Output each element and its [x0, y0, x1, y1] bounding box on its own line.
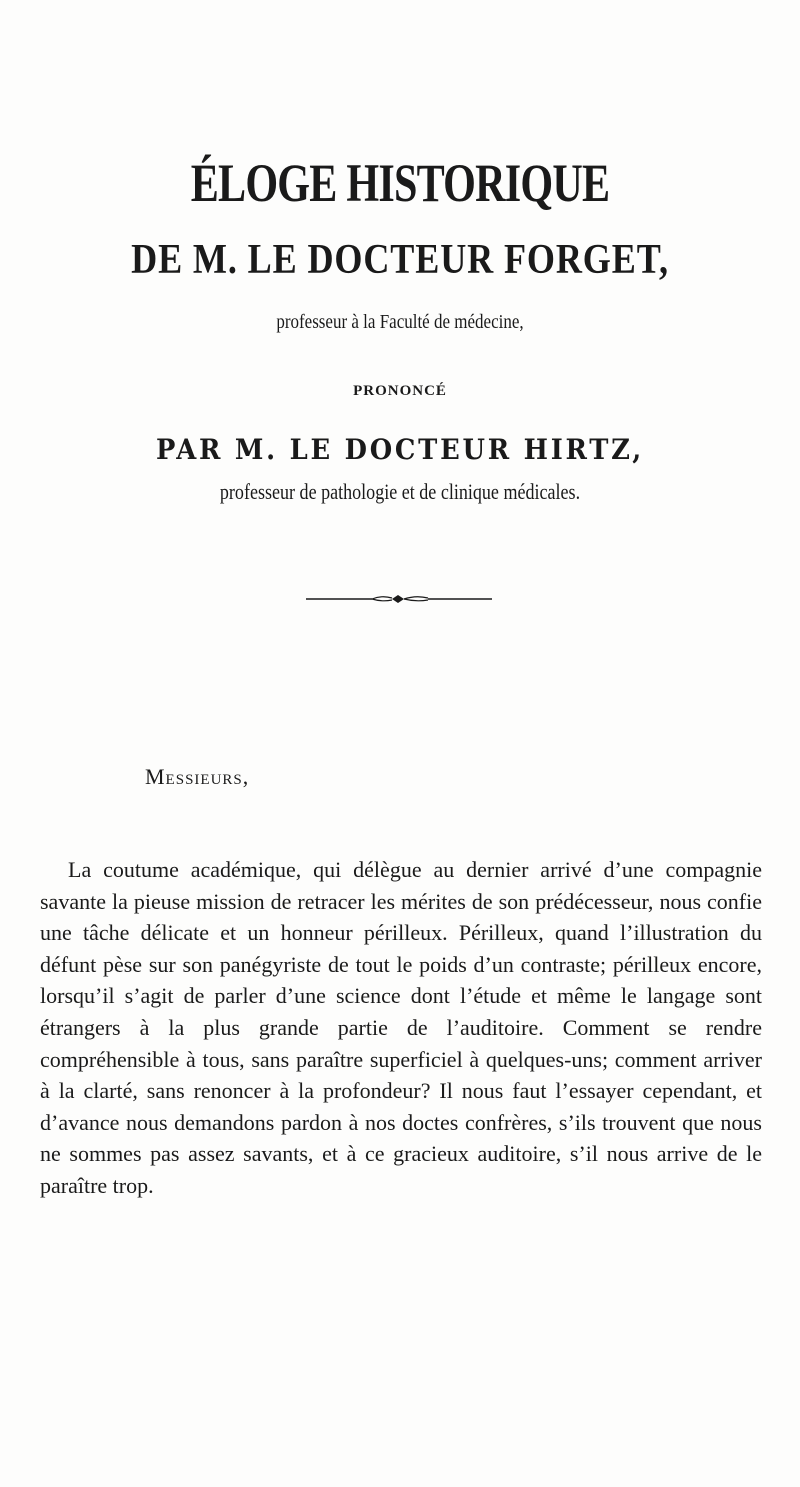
salutation: Messieurs,	[145, 764, 250, 789]
author-byline: PAR M. LE DOCTEUR HIRTZ,	[155, 433, 645, 466]
title-line-1: ÉLOGE HISTORIQUE	[190, 153, 610, 213]
ornament-divider	[300, 588, 500, 608]
subtitle-author-role: professeur de pathologie et de clinique médicales.	[219, 479, 581, 504]
pronounced-label: PRONONCÉ	[353, 383, 447, 399]
subtitle-faculty: professeur à la Faculté de médecine,	[276, 311, 524, 333]
title-line-2: DE M. LE DOCTEUR FORGET,	[131, 237, 669, 283]
body-paragraph: La coutume académique, qui délègue au dernier arrivé d’une compagnie savante la pieuse mission de retracer les mérites de son prédécesseur, nous confie une tâche délicate et un honneur périlleux. Périlleux, quand l’illustration du défunt pèse sur son panégyriste de tout le poids d’un contraste; périlleux encore, lorsqu’il s’agit de parler d’une science dont l’étude et même le langage sont étrangers à la plus grande partie de l’auditoire. Comment se rendre compréhensible à tous, sans paraître superficiel à quelques-uns; comment arriver à la clarté, sans renoncer à la profondeur? Il nous faut l’essayer cependant, et d’avance nous demandons pardon à nos doctes confrères, s’ils trouvent que nous ne sommes pas assez savants, et à ce gracieux auditoire, s’il nous arrive de le paraître trop.	[40, 857, 762, 1198]
